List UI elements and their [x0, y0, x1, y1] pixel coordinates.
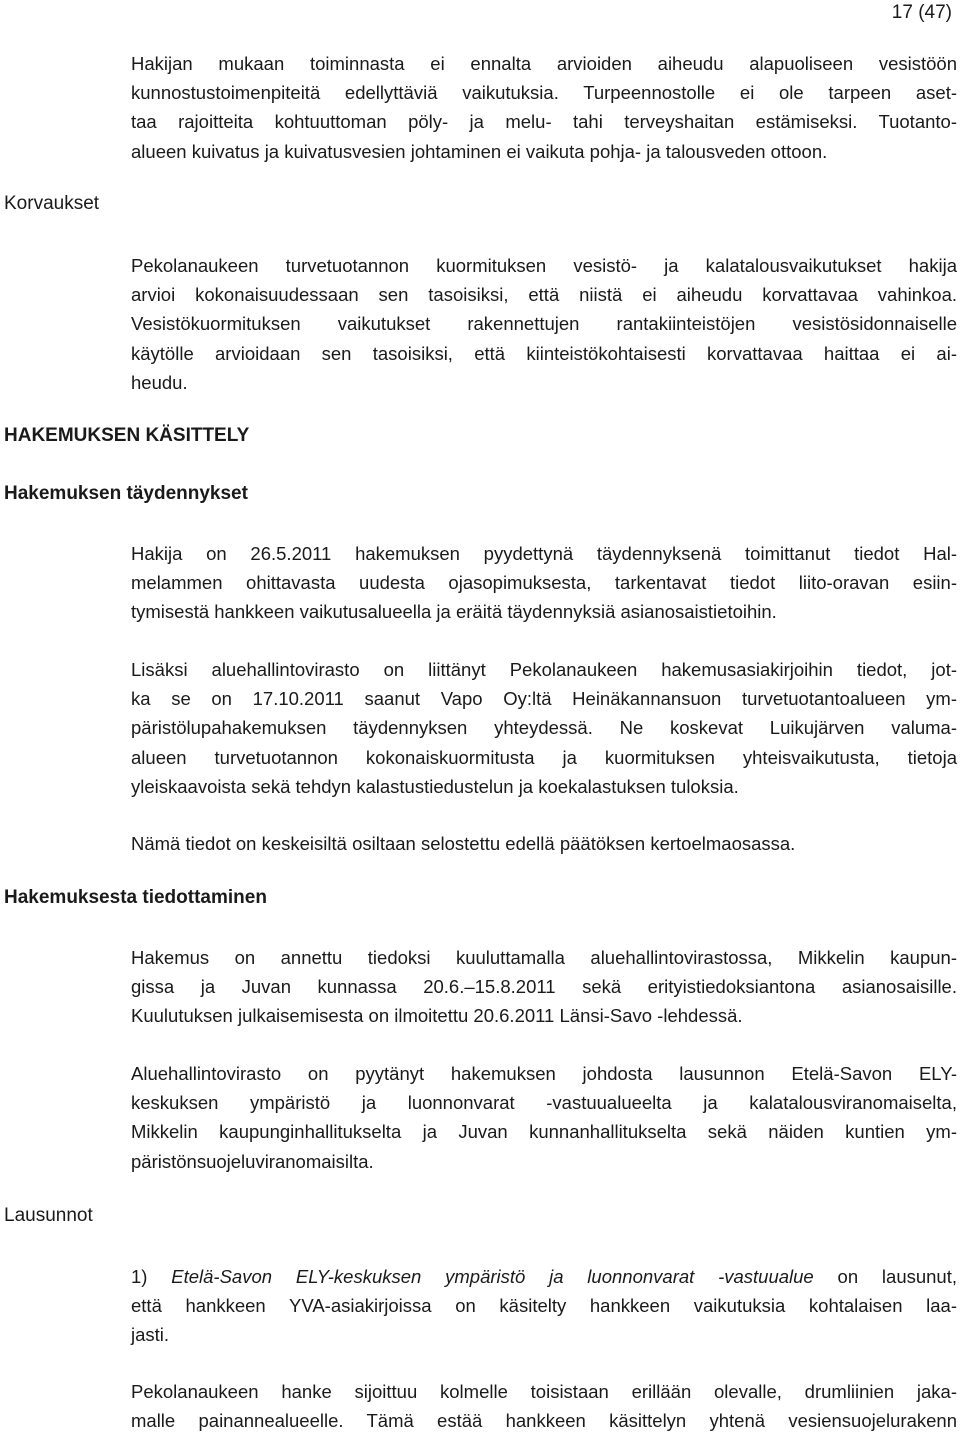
paragraph-pekolanaukeen-hanke	[131, 1377, 957, 1435]
line-suffix: on lausunut,	[813, 1266, 957, 1287]
text-line: alueen turvetuotannon kokonaiskuormitusta ja kuormituksen yhteisvaikutusta, tietoja	[131, 746, 957, 768]
text-line: päristölupahakemuksen täydennyksen yhteydessä. Ne koskevat Luikujärven valuma-	[131, 717, 957, 739]
paragraph-nama-tiedot	[131, 829, 957, 858]
text-line: Kuulutuksen julkaisemisesta on ilmoitettu 20.6.2011 Länsi-Savo -lehdessä.	[131, 1005, 743, 1027]
text-line: ka se on 17.10.2011 saanut Vapo Oy:ltä Heinäkannansuon turvetuotantoalueen ym-	[131, 688, 957, 710]
text-line: heudu.	[131, 371, 188, 393]
text-line	[131, 1262, 957, 1291]
text-line: päristönsuojeluviranomaisilta.	[131, 1150, 374, 1172]
text-line: Pekolanaukeen hanke sijoittuu kolmelle toisistaan erillään olevalle, drumliinien jaka-	[131, 1381, 957, 1402]
text-line: taa rajoitteita kohtuuttoman pöly- ja melu- tahi terveyshaitan estämiseksi. Tuotanto-	[131, 111, 957, 133]
text-line: että hankkeen YVA-asiakirjoissa on käsitelty hankkeen vaikutuksia kohtalaisen laa-	[131, 1295, 957, 1317]
paragraph-toiminta	[131, 49, 957, 166]
list-number: 1)	[131, 1266, 172, 1287]
section-heading-taydennykset: Hakemuksen täydennykset	[4, 483, 248, 504]
text-line: jasti.	[131, 1324, 170, 1346]
side-heading-korvaukset: Korvaukset	[4, 193, 100, 214]
text-line: gissa ja Juvan kunnassa 20.6.–15.8.2011 sekä erityistiedoksiantona asianosaisille.	[131, 976, 957, 998]
text-line: Lisäksi aluehallintovirasto on liittänyt Pekolanaukeen hakemusasiakirjoihin tiedot, jot-	[131, 659, 957, 680]
text-line: melammen ohittavasta uudesta ojasopimuksesta, tarkentavat tiedot liito-oravan esiin-	[131, 572, 957, 594]
paragraph-lausuntopyynto	[131, 1059, 957, 1176]
paragraph-taydennykset	[131, 539, 957, 627]
text-line: käytölle arvioidaan sen tasoisiksi, että kiinteistökohtaisesti korvattavaa haittaa ei ai-	[131, 342, 957, 364]
text-line: Nämä tiedot on keskeisiltä osiltaan selostettu edellä päätöksen kertoelmaosassa.	[131, 833, 796, 854]
text-line: Vesistökuormituksen vaikutukset rakennettujen rantakiinteistöjen vesistösidonnaiselle	[131, 313, 957, 335]
paragraph-lisaksi	[131, 655, 957, 801]
text-line: malle painannealueelle. Tämä estää hankkeen käsittelyn yhtenä vesiensuojelurakenn	[131, 1410, 957, 1432]
text-line: Pekolanaukeen turvetuotannon kuormituksen vesistö- ja kalatalousvaikutukset hakija	[131, 255, 957, 276]
text-line: yleiskaavoista sekä tehdyn kalastustiedustelun ja koekalastuksen tuloksia.	[131, 775, 739, 797]
text-line: Hakijan mukaan toiminnasta ei ennalta arvioiden aiheudu alapuoliseen vesistöön	[131, 53, 957, 74]
paragraph-korvaukset	[131, 251, 957, 397]
paragraph-hakemus-tiedoksi	[131, 943, 957, 1031]
section-heading-hakemuksen-kasittely: HAKEMUKSEN KÄSITTELY	[4, 425, 250, 446]
text-line: Hakemus on annettu tiedoksi kuuluttamalla aluehallintovirastossa, Mikkelin kaupun-	[131, 947, 957, 968]
page-number: 17 (47)	[891, 2, 952, 23]
paragraph-ely-lausunto	[131, 1262, 957, 1350]
side-heading-lausunnot: Lausunnot	[4, 1205, 93, 1226]
side-heading-tiedottaminen: Hakemuksesta tiedottaminen	[4, 887, 267, 908]
text-line: arvioi kokonaisuudessaan sen tasoisiksi, että niistä ei aiheudu korvattavaa vahinkoa.	[131, 284, 957, 306]
text-line: alueen kuivatus ja kuivatusvesien johtaminen ei vaikuta pohja- ja talousveden ottoon.	[131, 140, 828, 162]
text-line: Hakija on 26.5.2011 hakemuksen pyydettynä täydennyksenä toimittanut tiedot Hal-	[131, 543, 957, 564]
text-line: kunnostustoimenpiteitä edellyttäviä vaikutuksia. Turpeennostolle ei ole tarpeen aset-	[131, 82, 957, 104]
text-line: tymisestä hankkeen vaikutusalueella ja eräitä täydennyksiä asianosaistietoihin.	[131, 601, 777, 623]
text-line: Mikkelin kaupunginhallitukselta ja Juvan kunnanhallitukselta sekä näiden kuntien ym-	[131, 1121, 957, 1143]
text-line: Aluehallintovirasto on pyytänyt hakemuksen johdosta lausunnon Etelä-Savon ELY-	[131, 1063, 957, 1084]
text-line: keskuksen ympäristö ja luonnonvarat -vastuualueelta ja kalatalousviranomaiselta,	[131, 1092, 957, 1114]
ely-authority-name: Etelä-Savon ELY-keskuksen ympäristö ja luonnonvarat -vastuualue	[171, 1266, 814, 1287]
